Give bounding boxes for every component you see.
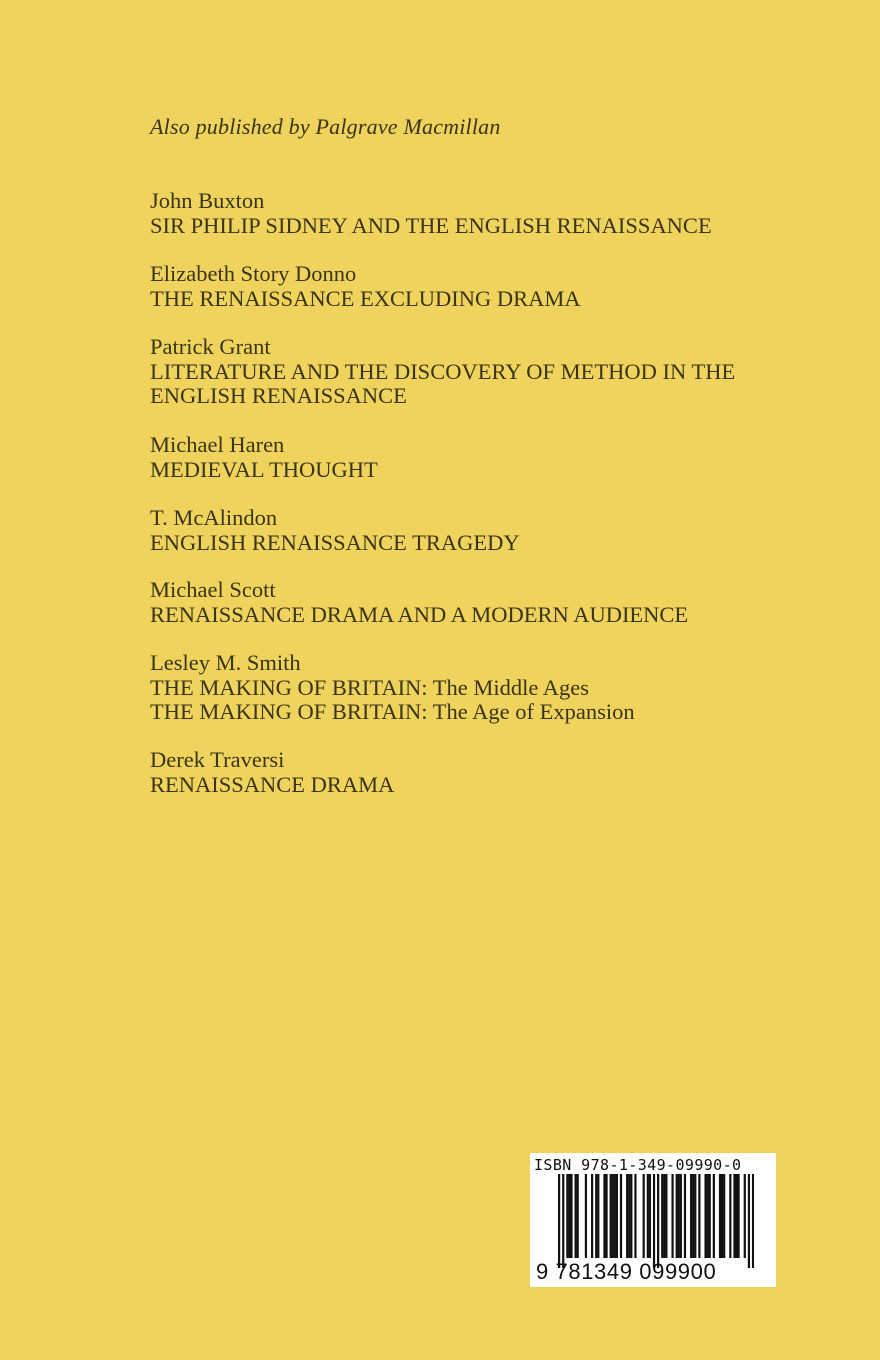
barcode-bar xyxy=(568,1174,570,1258)
barcode-bar xyxy=(676,1174,678,1258)
author-name: Patrick Grant xyxy=(150,334,271,359)
book-title: ENGLISH RENAISSANCE TRAGEDY xyxy=(150,529,520,555)
book-entry xyxy=(150,262,840,311)
barcode-bar xyxy=(709,1174,711,1258)
barcode-bar xyxy=(634,1174,636,1258)
barcode-bar xyxy=(626,1174,628,1258)
barcode-bar xyxy=(723,1174,725,1258)
barcode-bar xyxy=(680,1174,682,1258)
barcode-bar xyxy=(733,1174,735,1258)
author-name: T. McAlindon xyxy=(150,505,278,530)
barcode-bar xyxy=(665,1174,667,1258)
barcode-bar xyxy=(671,1174,673,1258)
book-entry xyxy=(150,335,840,409)
book-entry xyxy=(150,578,840,627)
author-name: Lesley M. Smith xyxy=(150,650,301,675)
isbn-label: ISBN 978-1-349-09990-0 xyxy=(534,1156,742,1174)
barcode-bar xyxy=(744,1174,746,1258)
book-title: SIR PHILIP SIDNEY AND THE ENGLISH RENAISSANCE xyxy=(150,212,712,238)
book-title: THE MAKING OF BRITAIN: The Middle Ages xyxy=(150,674,590,700)
barcode-bar xyxy=(562,1174,564,1268)
book-title: MEDIEVAL THOUGHT xyxy=(150,456,378,482)
book-title: LITERATURE AND THE DISCOVERY OF METHOD IN THE xyxy=(150,358,736,384)
author-name: Elizabeth Story Donno xyxy=(150,261,357,286)
publisher-heading: Also published by Palgrave Macmillan xyxy=(150,114,501,139)
barcode-bar xyxy=(707,1174,709,1258)
barcode-bar xyxy=(653,1174,655,1268)
book-entry xyxy=(150,506,840,555)
barcode-bars xyxy=(558,1174,754,1268)
barcode-bar xyxy=(595,1174,597,1258)
barcode-bar xyxy=(616,1174,618,1258)
barcode-bar xyxy=(663,1174,665,1258)
barcode-bar xyxy=(620,1174,622,1258)
barcode-bar xyxy=(603,1174,605,1258)
book-entry xyxy=(150,748,840,797)
book-title-continued: ENGLISH RENAISSANCE xyxy=(150,383,407,408)
barcode-bar xyxy=(684,1174,686,1258)
author-name: John Buxton xyxy=(150,188,265,213)
barcode-bar xyxy=(737,1174,739,1258)
barcode-bar xyxy=(721,1174,723,1258)
barcode-bar xyxy=(643,1174,645,1258)
barcode-bar xyxy=(647,1174,649,1258)
barcode-bar xyxy=(661,1174,663,1258)
ean-digits: 9 781349 099900 xyxy=(536,1259,717,1284)
barcode-bar xyxy=(719,1174,721,1258)
barcode-bar xyxy=(649,1174,651,1258)
barcode-bar xyxy=(729,1174,731,1258)
book-entry xyxy=(150,651,840,725)
barcode-bar xyxy=(558,1174,560,1268)
barcode-bar xyxy=(752,1174,754,1268)
barcode-bar xyxy=(605,1174,607,1258)
book-title: RENAISSANCE DRAMA AND A MODERN AUDIENCE xyxy=(150,601,689,627)
author-name: Derek Traversi xyxy=(150,747,285,772)
barcode-bar xyxy=(628,1174,630,1258)
barcode-bar xyxy=(692,1174,694,1258)
barcode-bar xyxy=(713,1174,715,1258)
book-title: RENAISSANCE DRAMA xyxy=(150,771,395,797)
barcode-bar xyxy=(657,1174,659,1268)
barcode-bar xyxy=(698,1174,700,1258)
barcode-bar xyxy=(566,1174,568,1258)
barcode-bar xyxy=(597,1174,599,1258)
barcode-bar xyxy=(610,1174,612,1258)
barcode-bar xyxy=(690,1174,692,1258)
book-entry xyxy=(150,189,840,238)
barcode-bar xyxy=(612,1174,614,1258)
isbn-barcode xyxy=(530,1153,776,1287)
barcode-bar xyxy=(570,1174,572,1258)
author-name: Michael Haren xyxy=(150,432,285,457)
barcode-bar xyxy=(591,1174,593,1258)
barcode-bar xyxy=(735,1174,737,1258)
author-name: Michael Scott xyxy=(150,577,276,602)
book-title-second: THE MAKING OF BRITAIN: The Age of Expansion xyxy=(150,699,635,724)
barcode-bar xyxy=(575,1174,577,1258)
book-title: THE RENAISSANCE EXCLUDING DRAMA xyxy=(150,285,581,311)
barcode-bar xyxy=(577,1174,579,1258)
barcode-bar xyxy=(630,1174,632,1258)
barcode-bar xyxy=(585,1174,587,1258)
barcode-bar xyxy=(694,1174,696,1258)
barcode-bar xyxy=(678,1174,680,1258)
barcode-bar xyxy=(704,1174,706,1258)
book-entry xyxy=(150,433,840,482)
barcode-bar xyxy=(748,1174,750,1268)
barcode-bar xyxy=(614,1174,616,1258)
